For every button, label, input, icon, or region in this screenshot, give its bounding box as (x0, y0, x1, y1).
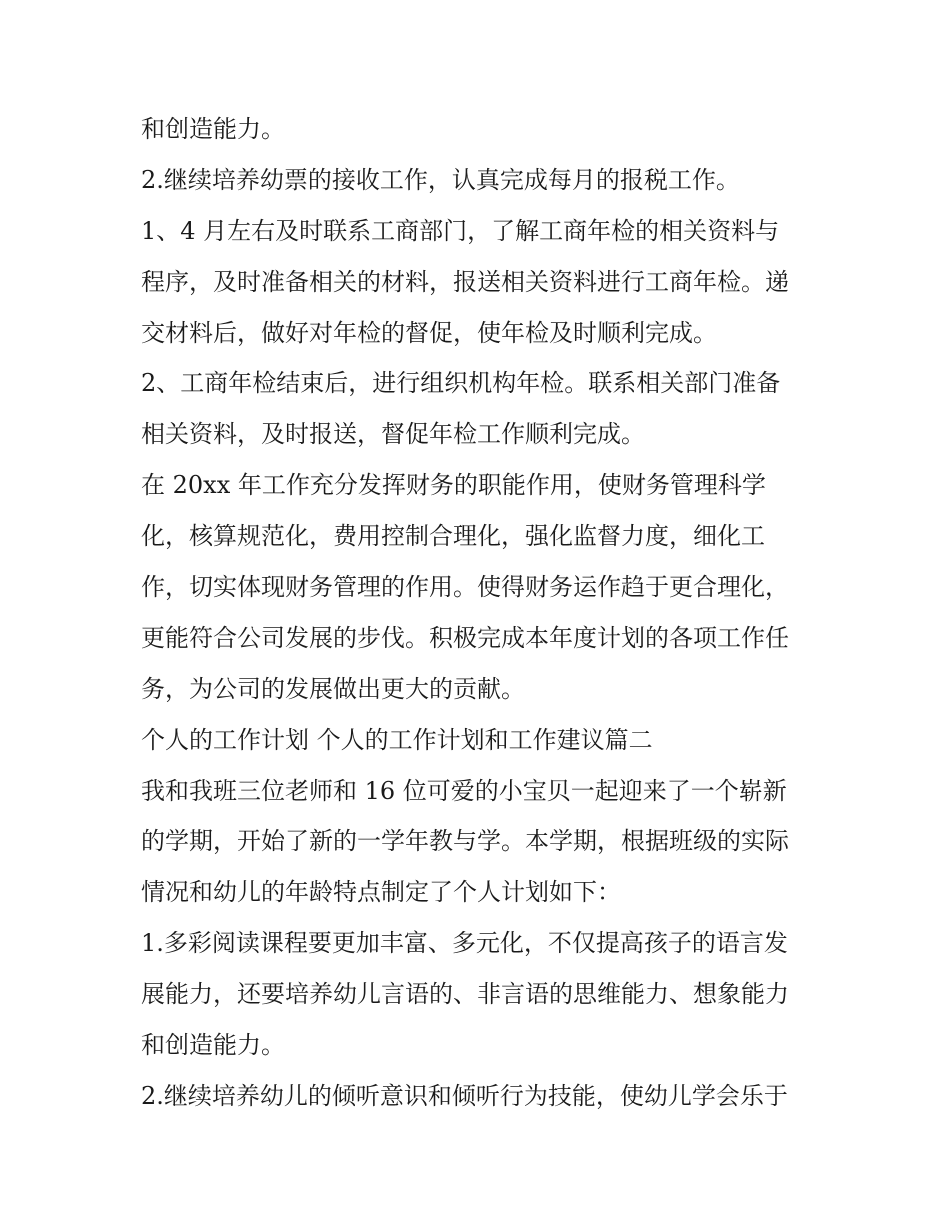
text-line-17: 1.多彩阅读课程要更加丰富、多元化，不仅提高孩子的语言发 (141, 929, 788, 958)
text-line-12: 务，为公司的发展做出更大的贡献。 (141, 674, 525, 703)
text-line-6: 2、工商年检结束后，进行组织机构年检。联系相关部门准备 (141, 369, 781, 398)
text-line-7: 相关资料，及时报送，督促年检工作顺利完成。 (141, 420, 645, 449)
text-line-4: 程序，及时准备相关的材料，报送相关资料进行工商年检。递 (141, 267, 789, 296)
text-line-18: 展能力，还要培养幼儿言语的、非言语的思维能力、想象能力 (141, 980, 789, 1009)
text-line-9: 化，核算规范化，费用控制合理化，强化监督力度，细化工 (141, 522, 765, 551)
text-line-10: 作，切实体现财务管理的作用。使得财务运作趋于更合理化， (141, 573, 789, 602)
text-line-1: 和创造能力。 (141, 115, 285, 143)
text-line-5: 交材料后，做好对年检的督促，使年检及时顺利完成。 (141, 318, 717, 347)
text-line-2: 2.继续培养幼票的接收工作，认真完成每月的报税工作。 (141, 165, 740, 194)
text-line-15: 的学期，开始了新的一学年教与学。本学期，根据班级的实际 (141, 827, 789, 856)
text-line-8: 在 20xx 年工作充分发挥财务的职能作用，使财务管理科学 (141, 471, 766, 500)
text-line-11: 更能符合公司发展的步伐。积极完成本年度计划的各项工作任 (141, 623, 789, 652)
text-line-3: 1、4 月左右及时联系工商部门，了解工商年检的相关资料与 (141, 216, 780, 245)
document-body (141, 104, 821, 1122)
text-line-14: 我和我班三位老师和 16 位可爱的小宝贝一起迎来了一个崭新 (141, 776, 787, 805)
text-line-16: 情况和幼儿的年龄特点制定了个人计划如下： (141, 878, 621, 907)
text-line-20: 2.继续培养幼儿的倾听意识和倾听行为技能，使幼儿学会乐于 (141, 1081, 788, 1110)
section-heading: 个人的工作计划 个人的工作计划和工作建议篇二 (141, 725, 653, 754)
text-line-19: 和创造能力。 (141, 1031, 285, 1060)
